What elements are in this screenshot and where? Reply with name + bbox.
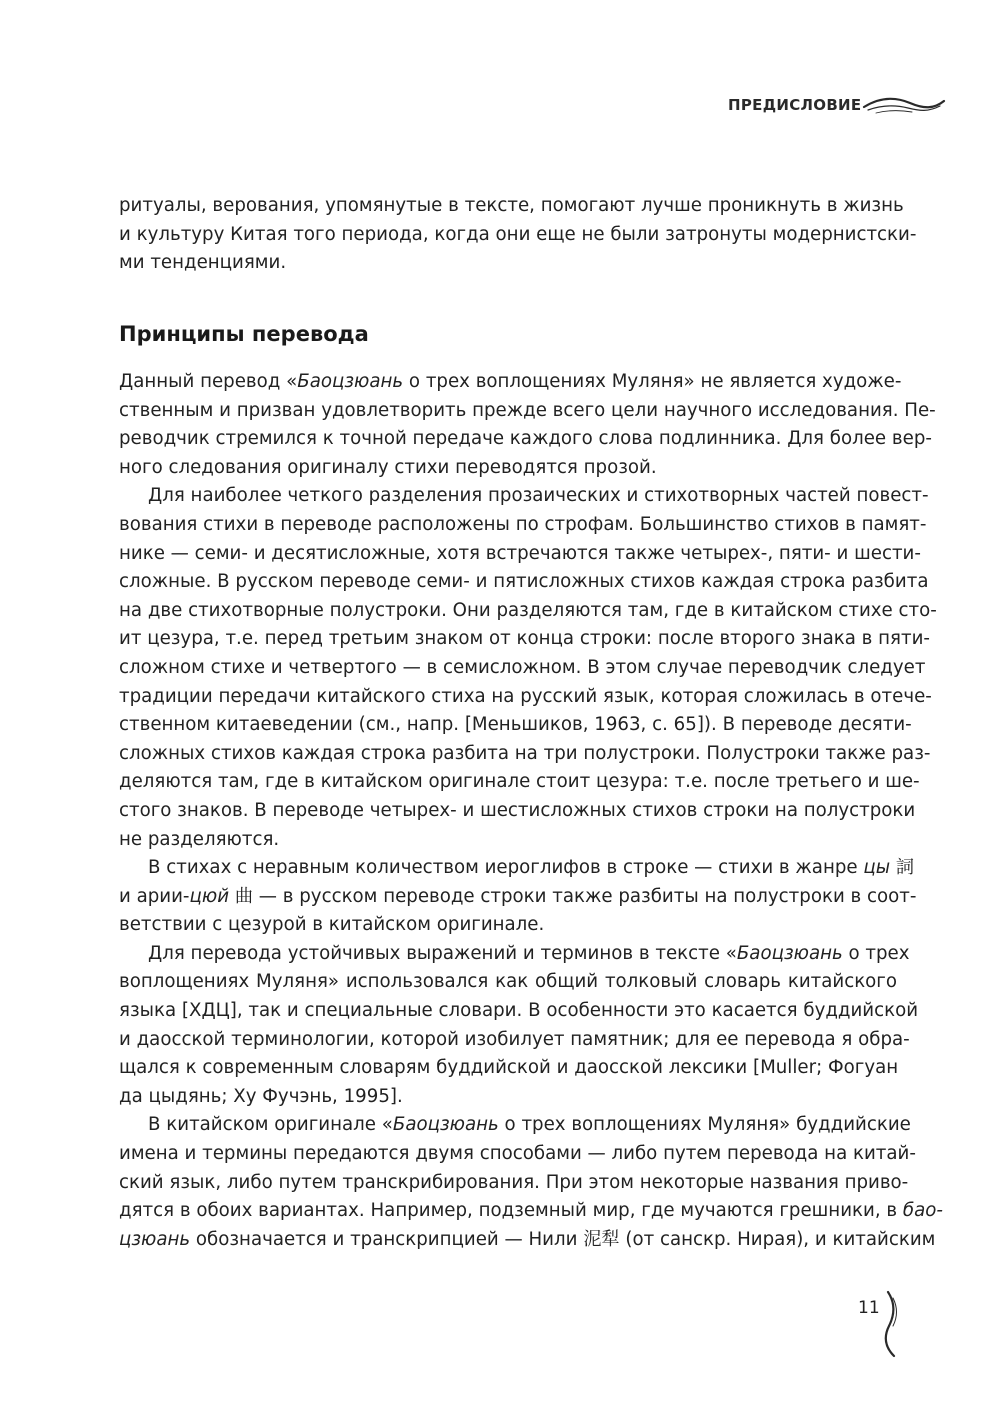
paragraph-4: [119, 940, 919, 1112]
intro-paragraph: [119, 192, 917, 278]
chinese-character: 曲: [234, 885, 254, 907]
running-title: ПРЕДИСЛОВИЕ: [728, 96, 862, 114]
text-line: [119, 368, 902, 397]
text-line: нике — семи- и десятисложные, хотя встречаются также четырех-, пяти- и шести-: [119, 542, 921, 564]
text-line: ветствии с цезурой в китайском оригинале.: [119, 914, 545, 936]
text-line: языка [ХДЦ], так и специальные словари. В особенности это касается буддийской: [119, 1000, 919, 1022]
text-line: деляются там, где в китайском оригинале стоит цезура: т.е. после третьего и ше-: [119, 771, 920, 793]
text-line: ит цезура, т.е. перед третьим знаком от конца строки: после второго знака в пяти-: [119, 628, 930, 650]
text-line: [119, 1197, 943, 1226]
chinese-character: 泥犁: [583, 1228, 620, 1250]
paragraph-5: [119, 1111, 943, 1254]
text-line: [119, 883, 917, 912]
paragraph-1: [119, 368, 936, 482]
italic-term: Баоцзюань: [297, 371, 404, 392]
italic-term: Баоцзюань: [736, 942, 843, 964]
text-line: [119, 854, 915, 883]
text-line: да цыдянь; Ху Фучэнь, 1995].: [119, 1085, 403, 1107]
section-heading: Принципы перевода: [119, 322, 369, 346]
page-ornament-icon: [880, 1290, 904, 1358]
text-run: Данный перевод «: [119, 371, 298, 392]
page-number: 11: [858, 1298, 880, 1318]
text-line: ми тенденциями.: [119, 252, 287, 274]
text-line: реводчик стремился к точной передаче каждого слова подлинника. Для более вер-: [119, 428, 932, 450]
text-line: ский язык, либо путем транскрибирования. При этом некоторые названия приво-: [119, 1171, 909, 1193]
text-line: вования стихи в переводе расположены по строфам. Большинство стихов в памят-: [119, 513, 927, 535]
text-line: ного следования оригиналу стихи переводятся прозой.: [119, 456, 657, 478]
text-run: — в русском переводе строки также разбиты на полустроки в соот-: [253, 885, 917, 907]
text-run: Для перевода устойчивых выражений и терминов в тексте «: [148, 942, 737, 964]
text-line: ственном китаеведении (см., напр. [Меньшиков, 1963, с. 65]). В переводе десяти-: [119, 714, 912, 736]
italic-term: цы: [863, 857, 891, 879]
text-line: на две стихотворные полустроки. Они разделяются там, где в китайском стихе сто-: [119, 599, 937, 621]
paragraph-3: [119, 854, 917, 940]
text-line: щался к современным словарям буддийской и даосской лексики [Muller; Фогуан: [119, 1057, 899, 1079]
text-run: дятся в обоих вариантах. Например, подземный мир, где мучаются грешники, в: [119, 1200, 903, 1222]
italic-term: цзюань: [119, 1228, 191, 1250]
paragraph-2: [119, 482, 937, 854]
italic-term: Баоцзюань: [392, 1114, 499, 1136]
text-line: и даосской терминологии, которой изобилует памятник; для ее перевода я обра-: [119, 1028, 910, 1050]
text-run: и арии-: [119, 885, 190, 907]
text-run: о трех воплощениях Муляня» не является художе-: [403, 371, 902, 392]
chinese-character: 詞: [895, 857, 915, 879]
text-run: о трех: [842, 942, 910, 964]
text-run: обозначается и транскрипцией — Нили: [190, 1228, 584, 1250]
text-line: имена и термины передаются двумя способами — либо путем перевода на китай-: [119, 1143, 916, 1165]
running-header: [0, 93, 1000, 123]
text-line: и культуру Китая того периода, когда они еще не были затронуты модернистски-: [119, 223, 917, 245]
ornament-swash-icon: [862, 93, 946, 119]
text-line: стого знаков. В переводе четырех- и шестисложных стихов строки на полустроки: [119, 799, 916, 821]
text-run: о трех воплощениях Муляня» буддийские: [498, 1114, 911, 1136]
text-line: не разделяются.: [119, 828, 280, 850]
text-line: ственным и призван удовлетворить прежде всего цели научного исследования. Пе-: [119, 399, 936, 421]
italic-term: цюй: [189, 885, 230, 907]
text-line: Для наиболее четкого разделения прозаических и стихотворных частей повест-: [148, 485, 929, 507]
text-line: [119, 1226, 936, 1255]
text-line: воплощениях Муляня» использовался как общий толковый словарь китайского: [119, 971, 897, 993]
text-run: В стихах с неравным количеством иероглифов в строке — стихи в жанре: [148, 857, 864, 879]
text-line: ритуалы, верования, упомянутые в тексте, помогают лучше проникнуть в жизнь: [119, 195, 904, 216]
text-line: [119, 1111, 911, 1140]
text-run: (от санскр. Нирая), и китайским: [619, 1228, 936, 1250]
text-line: сложных стихов каждая строка разбита на три полустроки. Полустроки также раз-: [119, 742, 931, 764]
section-body: [119, 368, 943, 1254]
text-line: сложном стихе и четвертого — в семисложном. В этом случае переводчик следует: [119, 656, 926, 678]
text-run: В китайском оригинале «: [148, 1114, 393, 1136]
text-line: традиции передачи китайского стиха на русский язык, которая сложилась в отече-: [119, 685, 932, 707]
text-line: сложные. В русском переводе семи- и пятисложных стихов каждая строка разбита: [119, 571, 929, 593]
text-line: [119, 940, 910, 969]
italic-term: бао-: [902, 1200, 943, 1222]
